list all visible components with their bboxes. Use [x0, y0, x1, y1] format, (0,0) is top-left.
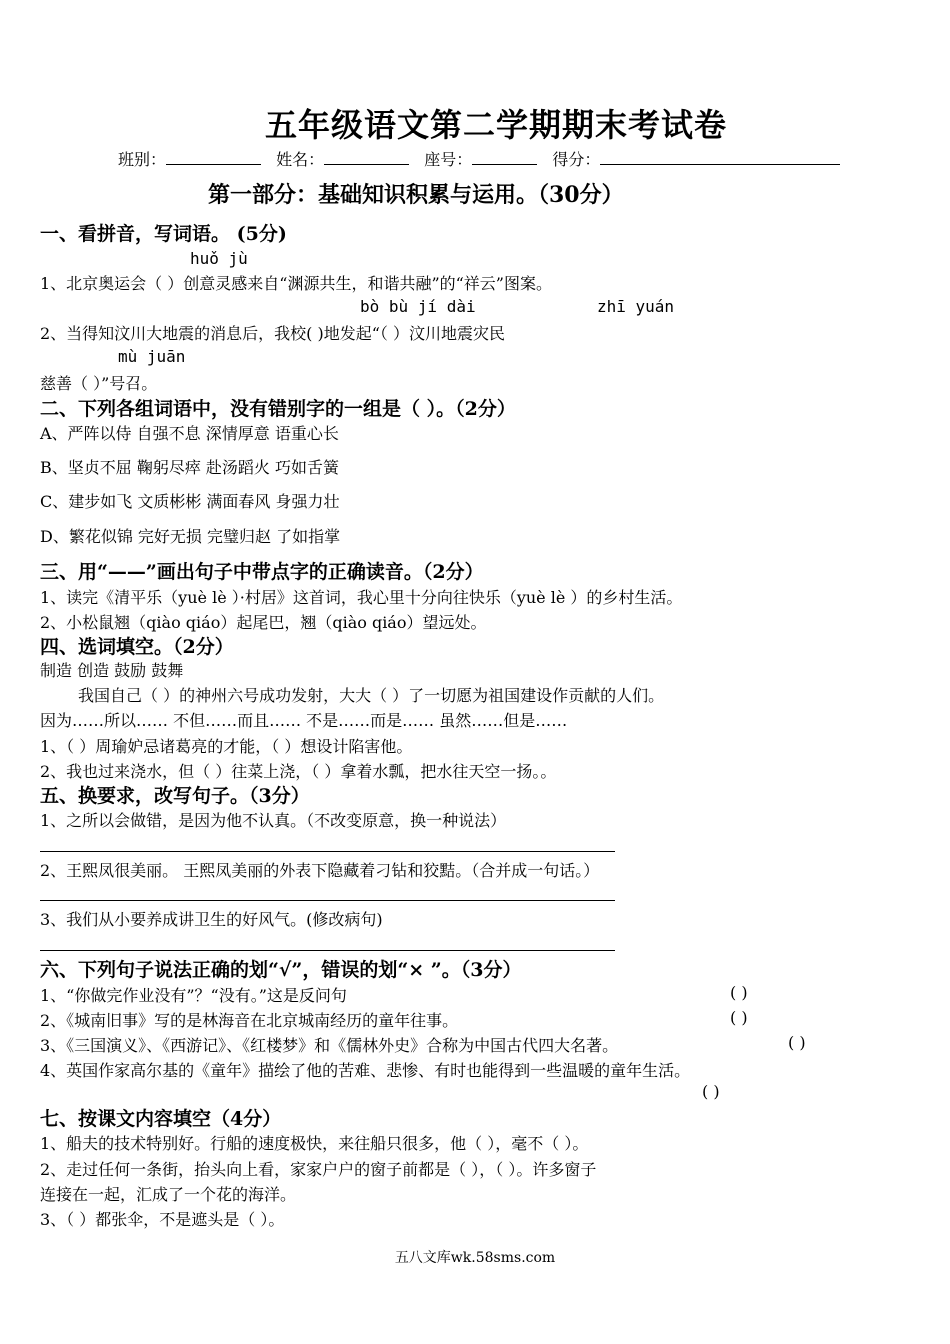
section-2-option-d: D、繁花似锦 完好无损 完璧归赵 了如指掌: [40, 527, 341, 546]
section-4-conjunctions: 因为……所以…… 不但……而且…… 不是……而是…… 虽然……但是……: [40, 711, 568, 730]
section-7-heading: 七、按课文内容填空（4分）: [40, 1108, 282, 1130]
section-6-q4-bracket: ( ): [702, 1082, 720, 1101]
page-title: 五年级语文第二学期期末考试卷: [265, 106, 728, 144]
section-5-q3: 3、我们从小要养成讲卫生的好风气。(修改病句): [40, 910, 383, 929]
section-2-option-a: A、严阵以侍 自强不息 深情厚意 语重心长: [40, 424, 339, 443]
section-2-heading: 二、下列各组词语中，没有错别字的一组是（ ）。（2分）: [40, 398, 516, 420]
section-1-q3: 慈善（ ）”号召。: [40, 374, 158, 393]
pinyin-mujuan: mù juān: [118, 347, 186, 366]
section-6-heading: 六、下列句子说法正确的划“√”，错误的划“× ”。（3分）: [40, 959, 522, 981]
section-3-q2: 2、小松鼠翘（qiào qiáo）起尾巴，翘（qiào qiáo）望远处。: [40, 613, 487, 632]
section-7-q3: 3、（ ）都张伞，不是遮头是（ ）。: [40, 1210, 285, 1229]
seat-label: 座号：: [424, 150, 473, 169]
section-2-option-c: C、建步如飞 文质彬彬 满面春风 身强力壮: [40, 492, 340, 511]
score-label: 得分：: [552, 150, 601, 169]
section-1-q2: 2、当得知汶川大地震的消息后，我校( )地发起“（ ）汶川地震灾民: [40, 324, 506, 343]
section-5-heading: 五、换要求，改写句子。（3分）: [40, 785, 310, 807]
section-3-heading: 三、用“——”画出句子中带点字的正确读音。（2分）: [40, 561, 484, 583]
section-4-q1: 1、（ ）周瑜妒忌诸葛亮的才能，（ ）想设计陷害他。: [40, 737, 413, 756]
section-6-q2: 2、《城南旧事》写的是林海音在北京城南经历的童年往事。: [40, 1011, 459, 1030]
pinyin-huoju: huǒ jù: [190, 249, 248, 268]
section-6-q3: 3、《三国演义》、《西游记》、《红楼梦》和《儒林外史》合称为中国古代四大名著。: [40, 1036, 619, 1055]
section-7-q2-line1: 2、走过任何一条街，抬头向上看，家家户户的窗子前都是（ ），（ ）。许多窗子: [40, 1160, 597, 1179]
section-7-q1: 1、船夫的技术特别好。行船的速度极快，来往船只很多，他（ ），毫不（ ）。: [40, 1134, 589, 1153]
answer-line-3: [40, 950, 615, 951]
class-label: 班别：: [118, 150, 167, 169]
section-6-q1-bracket: ( ): [730, 983, 748, 1002]
section-1-q1: 1、北京奥运会（ ）创意灵感来自“渊源共生，和谐共融”的“祥云”图案。: [40, 274, 552, 293]
section-6-q4: 4、英国作家高尔基的《童年》描绘了他的苦难、悲惨、有时也能得到一些温暖的童年生活。: [40, 1061, 691, 1080]
pinyin-bobujidai: bò bù jí dài: [360, 297, 476, 316]
answer-line-1: [40, 851, 615, 852]
score-blank: [600, 150, 840, 165]
section-5-q1: 1、之所以会做错，是因为他不认真。（不改变原意，换一种说法）: [40, 811, 507, 830]
footer-source: 五八文库wk.58sms.com: [394, 1250, 556, 1266]
section-3-q1: 1、读完《清平乐（yuè lè ）·村居》这首词，我心里十分向往快乐（yuè lè ）的乡村生活。: [40, 588, 683, 607]
section-4-sentence: 我国自己（ ）的神州六号成功发射，大大（ ）了一切愿为祖国建设作贡献的人们。: [78, 686, 665, 705]
section-6-q2-bracket: ( ): [730, 1008, 748, 1027]
section-4-q2: 2、我也过来浇水，但（ ）往菜上浇，（ ）拿着水瓢，把水往天空一扬。。: [40, 762, 557, 781]
student-info-line: [118, 147, 850, 170]
seat-blank: [472, 150, 537, 165]
section-6-q1: 1、“你做完作业没有”？“没有。”这是反问句: [40, 986, 347, 1005]
part-one-heading: 第一部分：基础知识积累与运用。（30分）: [208, 182, 624, 208]
section-5-q2: 2、王熙凤很美丽。 王熙凤美丽的外表下隐藏着刁钻和狡黠。（合并成一句话。）: [40, 861, 600, 880]
section-7-q2-line2: 连接在一起，汇成了一个花的海洋。: [40, 1185, 297, 1204]
section-1-heading: 一、看拼音，写词语。 (5分): [40, 223, 287, 245]
section-4-heading: 四、选词填空。（2分）: [40, 636, 234, 658]
name-blank: [324, 150, 409, 165]
class-blank: [166, 150, 261, 165]
name-label: 姓名：: [276, 150, 325, 169]
section-6-q3-bracket: ( ): [788, 1033, 806, 1052]
section-2-option-b: B、坚贞不屈 鞠躬尽瘁 赴汤蹈火 巧如舌簧: [40, 458, 340, 477]
pinyin-zhiyuan: zhī yuán: [597, 297, 675, 316]
answer-line-2: [40, 900, 615, 901]
section-4-word-choices: 制造 创造 鼓励 鼓舞: [40, 661, 184, 680]
